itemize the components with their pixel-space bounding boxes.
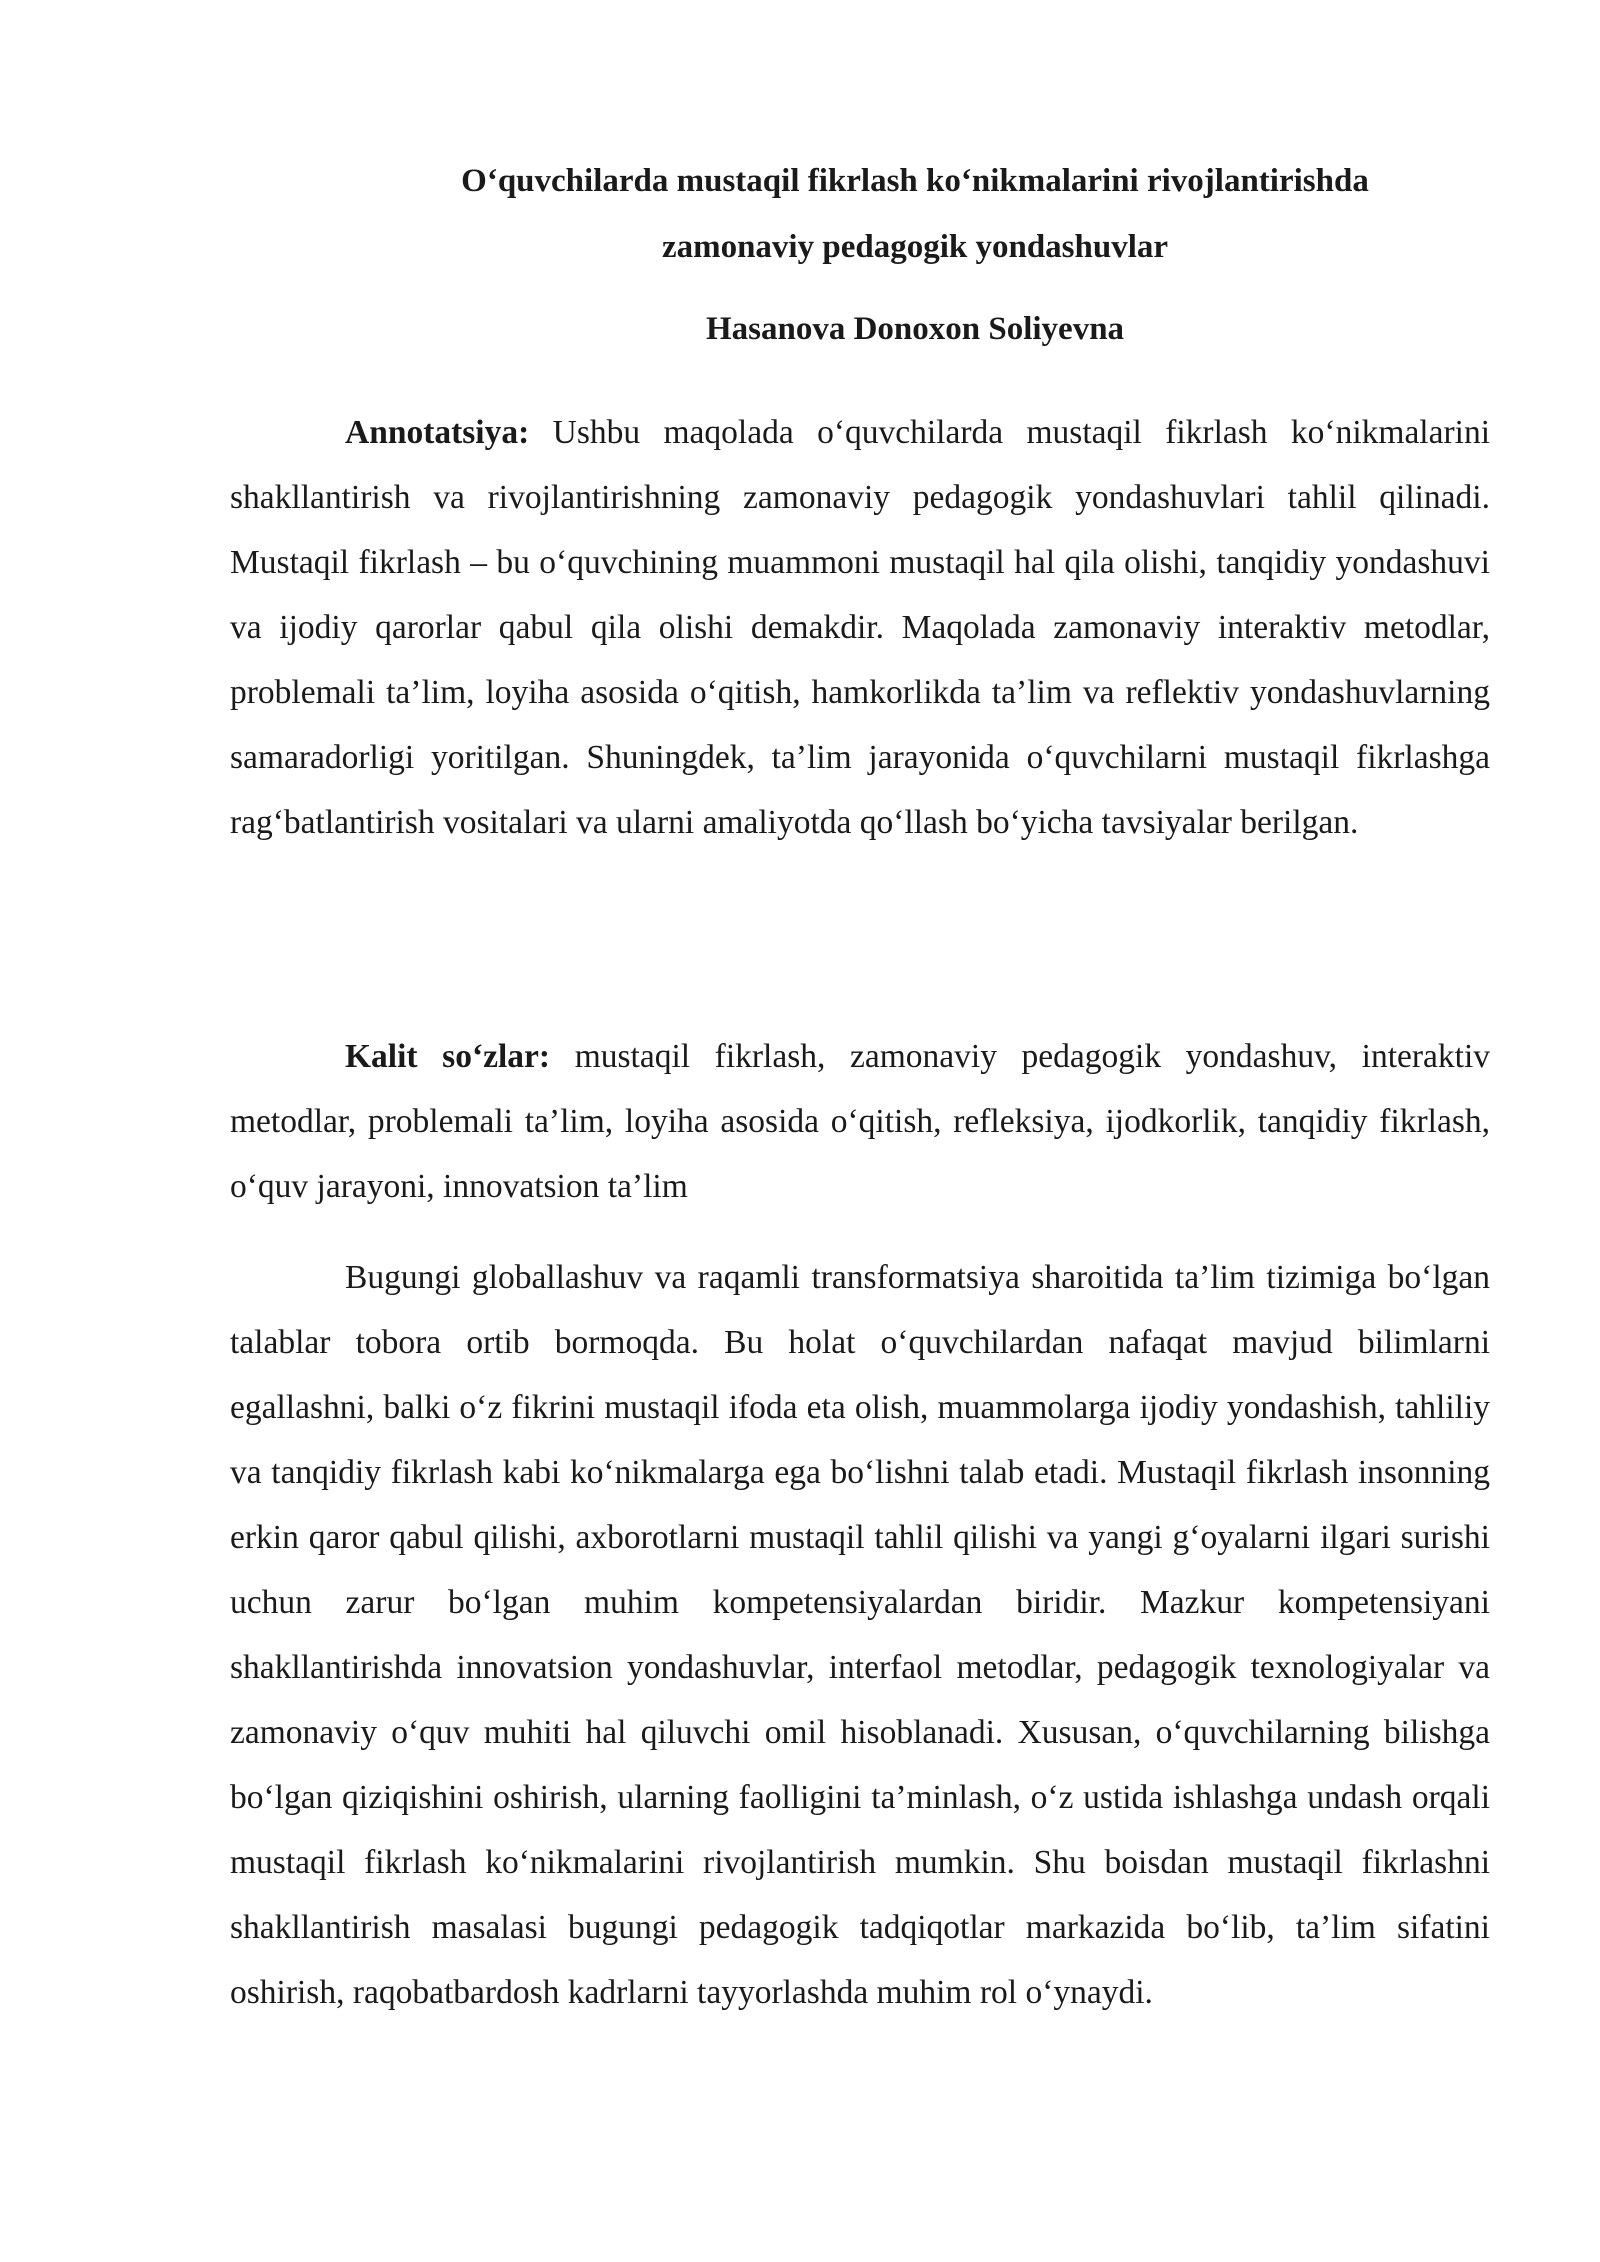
article-title-line-1: O‘quvchilarda mustaqil fikrlash ko‘nikmalarini rivojlantirishda <box>461 163 1369 199</box>
annotation-label: Annotatsiya: <box>345 414 530 451</box>
author-name: Hasanova Donoxon Soliyevna <box>705 311 1125 347</box>
body-paragraph: Bugungi globallashuv va raqamli transformatsiya sharoitida ta’lim tizimiga bo‘lgan talablar tobora ortib bormoqda. Bu holat o‘quvchilardan nafaqat mavjud bilimlarni egallashni, balki o‘z fikrini mustaqil ifoda eta olish, muammolarga ijodiy yondashish, tahliliy va tanqidiy fikrlash kabi ko‘nikmalarga ega bo‘lishni talab etadi. Mustaqil fikrlash insonning erkin qaror qabul qilishi, axborotlarni mustaqil tahlil qilishi va yangi g‘oyalarni ilgari surishi uchun zarur bo‘lgan muhim kompetensiyalardan biridir. Mazkur kompetensiyani shakllantirishda innovatsion yondashuvlar, interfaol metodlar, pedagogik texnologiyalar va zamonaviy o‘quv muhiti hal qiluvchi omil hisoblanadi. Xususan, o‘quvchilarning bilishga bo‘lgan qiziqishini oshirish, ularning faolligini ta’minlash, o‘z ustida ishlashga undash orqali mustaqil fikrlash ko‘nikmalarini rivojlantirish mumkin. Shu boisdan mustaqil fikrlashni shakllantirish masalasi bugungi pedagogik tadqiqotlar markazida bo‘lib, ta’lim sifatini oshirish, raqobatbardosh kadrlarni tayyorlashda muhim rol o‘ynaydi. <box>230 1259 1490 2011</box>
annotation-paragraph <box>230 400 1490 855</box>
keywords-label: Kalit so‘zlar: <box>345 1038 551 1075</box>
article-title <box>390 148 1440 280</box>
article-title-line-2: zamonaviy pedagogik yondashuvlar <box>661 229 1169 265</box>
annotation-text: Ushbu maqolada o‘quvchilarda mustaqil fikrlash ko‘nikmalarini shakllantirish va rivojlantirishning zamonaviy pedagogik yondashuvlari tahlil qilinadi. Mustaqil fikrlash – bu o‘quvchining muammoni mustaqil hal qila olishi, tanqidiy yondashuvi va ijodiy qarorlar qabul qila olishi demakdir. Maqolada zamonaviy interaktiv metodlar, problemali ta’lim, loyiha asosida o‘qitish, hamkorlikda ta’lim va reflektiv yondashuvlarning samaradorligi yoritilgan. Shuningdek, ta’lim jarayonida o‘quvchilarni mustaqil fikrlashga rag‘batlantirish vositalari va ularni amaliyotda qo‘llash bo‘yicha tavsiyalar berilgan. <box>230 414 1491 841</box>
keywords-text: mustaqil fikrlash, zamonaviy pedagogik yondashuv, interaktiv metodlar, problemali ta’lim, loyiha asosida o‘qitish, refleksiya, ijodkorlik, tanqidiy fikrlash, o‘quv jarayoni, innovatsion ta’lim <box>230 1038 1491 1205</box>
keywords-paragraph <box>230 1024 1490 1219</box>
